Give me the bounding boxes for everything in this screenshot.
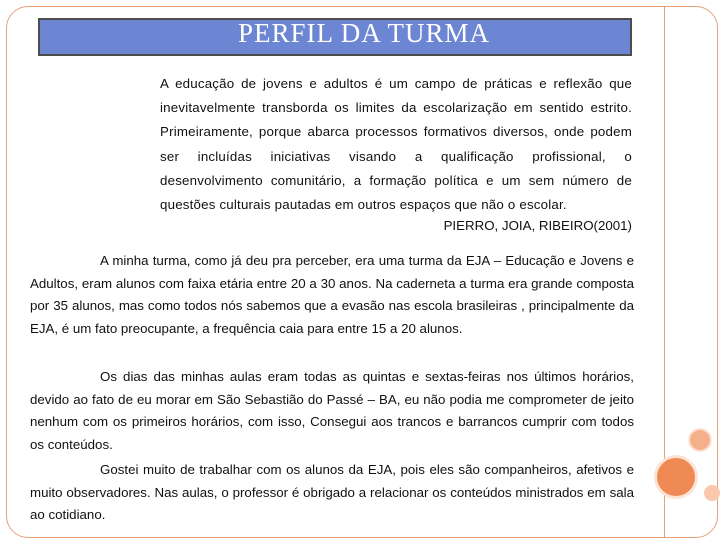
paragraph-class-profile: A minha turma, como já deu pra perceber, era uma turma da EJA – Educação e Jovens e Adultos, eram alunos com faixa etária entre 20 a 30 anos. Na caderneta a turma era grande composta por 35 alunos, mas como todos nós sabemos que a evasão nas escola brasileiras , principalmente da EJA, é um fato preocupante, a frequência caia para entre 15 a 20 alunos.: [30, 253, 634, 337]
paragraph-schedule: Os dias das minhas aulas eram todas as quintas e sextas-feiras nos últimos horários, devido ao fato de eu morar em São Sebastião do Passé – BA, eu não podia me comprometer de jeito nenhum com os primeiros horários, com isso, Consegui aos trancos e barrancos cumprir com todos os conteúdos.: [30, 369, 634, 453]
decorative-circle-large: [654, 455, 698, 499]
decorative-circle-tiny: [704, 485, 720, 501]
slide-title: PERFIL DA TURMA: [237, 18, 491, 48]
paragraph-experience: Gostei muito de trabalhar com os alunos da EJA, pois eles são companheiros, afetivos e muito observadores. Nas aulas, o professor é obrigado a relacionar os conteúdos ministrados em sala ao cotidiano.: [30, 462, 634, 523]
epigraph-quote: A educação de jovens e adultos é um campo de práticas e reflexão que inevitavelmente transborda os limites da escolarização em sentido estrito. Primeiramente, porque abarca processos formativos diversos, onde podem ser incluídas iniciativas visando a qualificação profissional, o desenvolvimento comunitário, a formação política e um sem número de questões culturais pautadas em outros espaços que não o escolar.: [160, 76, 632, 213]
decorative-circle-small: [688, 428, 712, 452]
epigraph-citation: PIERRO, JOIA, RIBEIRO(2001): [443, 218, 632, 233]
